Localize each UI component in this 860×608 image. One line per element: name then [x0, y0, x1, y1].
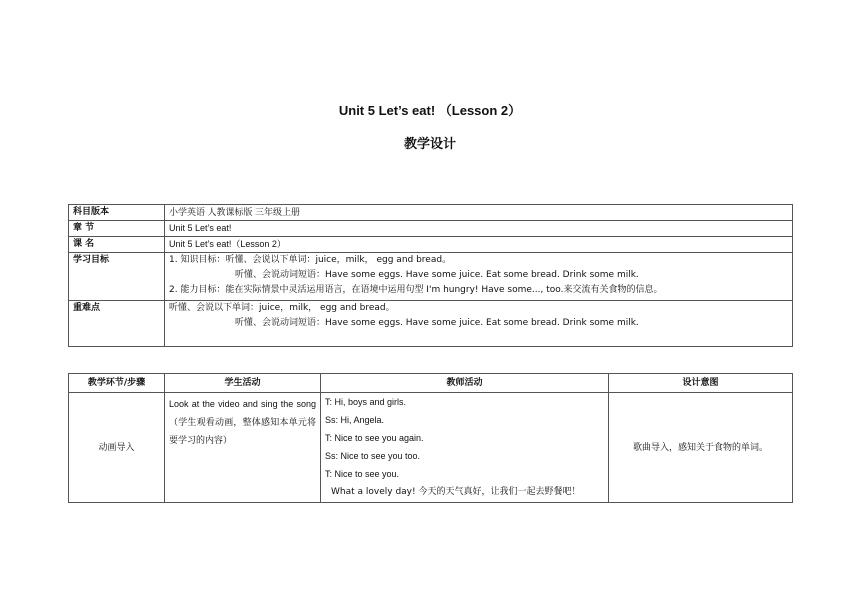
dialogue-line: What a lovely day! 今天的天气真好，让我们一起去野餐吧！ — [331, 487, 581, 497]
key-line-1: 听懂、会说以下单词：juice，milk， egg and bread。 — [169, 303, 395, 313]
label-key-points: 重难点 — [69, 301, 165, 347]
dialogue-line: T: Nice to see you again. — [325, 433, 424, 443]
label-lesson-name: 课 名 — [69, 237, 165, 253]
value-chapter: Unit 5 Let’s eat! — [165, 221, 793, 237]
header-design-intent: 设计意图 — [609, 374, 793, 393]
label-chapter: 章 节 — [69, 221, 165, 237]
header-step: 教学环节/步骤 — [69, 374, 165, 393]
student-activity-text: Look at the video and sing the song（学生观看动画，整体感知本单元将要学习的内容） — [165, 393, 321, 503]
label-subject-version: 科目版本 — [69, 205, 165, 221]
dialogue-line: T: Nice to see you. — [325, 469, 400, 479]
goal-line-2: 听懂、会说动词短语：Have some eggs. Have some juice. Eat some bread. Drink some milk. — [235, 270, 639, 280]
goal-line-3: 2. 能力目标：能在实际情景中灵活运用语言，在语境中运用句型 I'm hungry! Have some..., too.来交流有关食物的信息。 — [169, 285, 663, 295]
dialogue-line: Ss: Nice to see you too. — [325, 451, 421, 461]
header-student-activity: 学生活动 — [165, 374, 321, 393]
goal-line-1: 1. 知识目标：听懂、会说以下单词：juice，milk， egg and bread。 — [169, 255, 452, 265]
teacher-activity — [321, 393, 609, 503]
info-table — [68, 204, 793, 347]
value-subject-version: 小学英语 人教课标版 三年级上册 — [165, 205, 793, 221]
activity-table — [68, 373, 793, 503]
value-learning-goals — [165, 253, 793, 301]
value-key-points — [165, 301, 793, 347]
document-title: Unit 5 Let’s eat! （Lesson 2） — [338, 103, 522, 118]
key-line-2: 听懂、会说动词短语：Have some eggs. Have some juice. Eat some bread. Drink some milk. — [235, 318, 639, 328]
document-subtitle: 教学设计 — [403, 137, 456, 152]
step-animation-intro: 动画导入 — [69, 393, 165, 503]
value-lesson-name: Unit 5 Let’s eat!（Lesson 2） — [165, 237, 793, 253]
header-teacher-activity: 教师活动 — [321, 374, 609, 393]
dialogue-line: Ss: Hi, Angela. — [325, 415, 385, 425]
design-intent-text: 歌曲导入，感知关于食物的单词。 — [609, 393, 793, 503]
label-learning-goals: 学习目标 — [69, 253, 165, 301]
dialogue-line: T: Hi, boys and girls. — [325, 397, 407, 407]
